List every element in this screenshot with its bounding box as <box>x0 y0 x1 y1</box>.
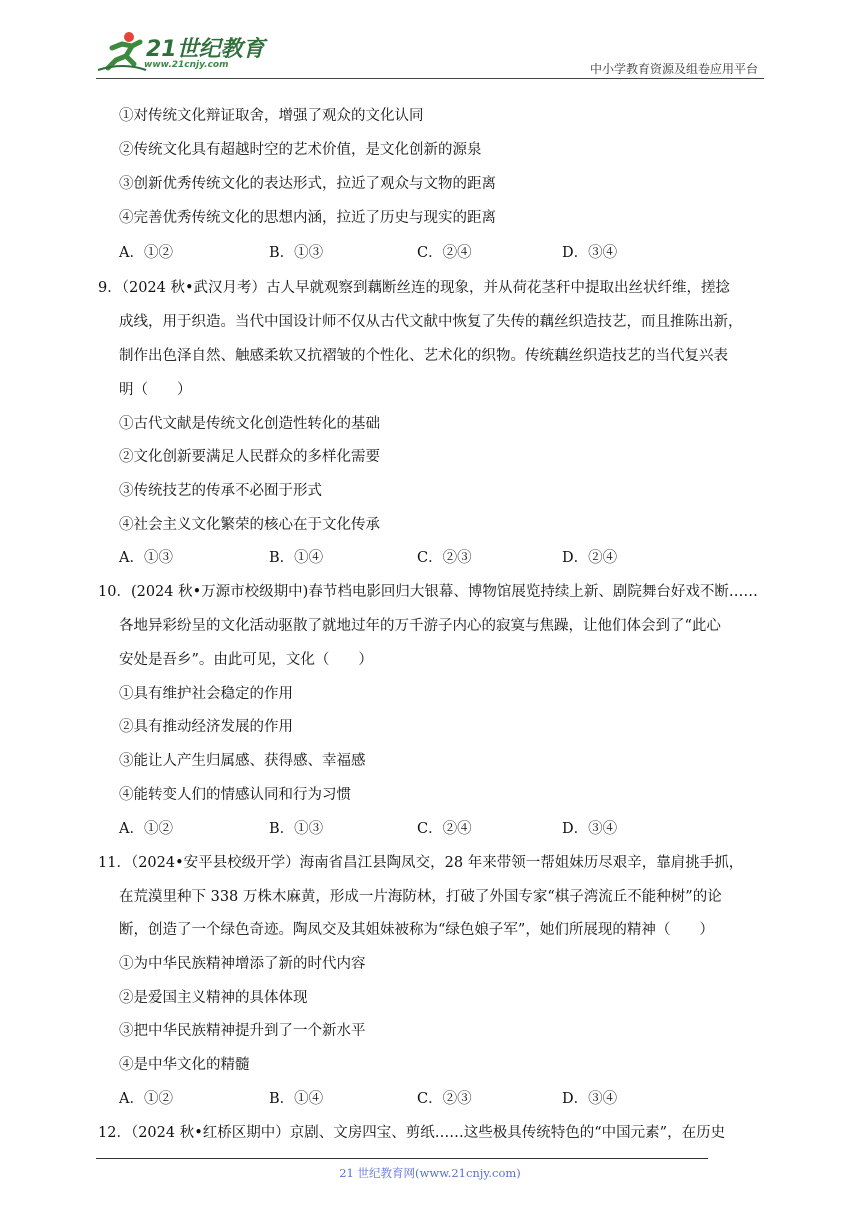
q8-option-b[interactable]: B．①③ <box>269 245 324 261</box>
q11-statement-2: ②是爱国主义精神的具体体现 <box>119 990 308 1006</box>
q11-option-b[interactable]: B．①④ <box>269 1091 324 1107</box>
q9-option-d[interactable]: D．②④ <box>562 550 618 566</box>
q10-option-a[interactable]: A．①② <box>119 821 173 837</box>
logo-text: 21世纪教育 <box>146 37 265 62</box>
q11-statement-1: ①为中华民族精神增添了新的时代内容 <box>119 956 366 972</box>
q11-statement-3: ③把中华民族精神提升到了一个新水平 <box>119 1023 366 1039</box>
q10-statement-2: ②具有推动经济发展的作用 <box>119 719 293 735</box>
q10-option-c[interactable]: C．②④ <box>417 821 472 837</box>
q11-option-d[interactable]: D．③④ <box>562 1091 618 1107</box>
q11-stem-line-2: 在荒漠里种下 338 万株木麻黄，形成一片海防林，打破了外国专家“棋子湾流丘不能种树”的论 <box>119 889 722 905</box>
site-logo[interactable] <box>96 30 266 76</box>
q9-stem-line-4: 明（ ） <box>119 382 192 398</box>
q10-stem-line-3: 安处是吾乡”。由此可见，文化（ ） <box>119 652 373 668</box>
header-divider <box>96 78 764 79</box>
q8-statement-3: ③创新优秀传统文化的表达形式，拉近了观众与文物的距离 <box>119 176 496 192</box>
q10-statement-3: ③能让人产生归属感、获得感、幸福感 <box>119 753 366 769</box>
q9-stem-line-2: 成线，用于织造。当代中国设计师不仅从古代文献中恢复了失传的藕丝织造技艺，而且推陈出新， <box>119 314 743 330</box>
q8-statement-2: ②传统文化具有超越时空的艺术价值，是文化创新的源泉 <box>119 142 482 158</box>
q8-statement-4: ④完善优秀传统文化的思想内涵，拉近了历史与现实的距离 <box>119 210 496 226</box>
q11-statement-4: ④是中华文化的精髓 <box>119 1057 250 1073</box>
footer-divider <box>96 1158 708 1159</box>
q9-option-a[interactable]: A．①③ <box>119 550 173 566</box>
q9-option-c[interactable]: C．②③ <box>417 550 472 566</box>
q10-option-d[interactable]: D．③④ <box>562 821 618 837</box>
q10-statement-4: ④能转变人们的情感认同和行为习惯 <box>119 787 351 803</box>
q9-statement-1: ①古代文献是传统文化创造性转化的基础 <box>119 416 380 432</box>
q8-option-a[interactable]: A．①② <box>119 245 173 261</box>
page-header <box>96 30 764 80</box>
q9-statement-2: ②文化创新要满足人民群众的多样化需要 <box>119 449 380 465</box>
q11-option-a[interactable]: A．①② <box>119 1091 173 1107</box>
q10-stem-line-1: 10．(2024 秋•万源市校级期中)春节档电影回归大银幕、博物馆展览持续上新、剧院舞台好戏不断…… <box>98 584 758 600</box>
footer-link[interactable]: 21 世纪教育网(www.21cnjy.com) <box>339 1166 521 1180</box>
q11-option-c[interactable]: C．②③ <box>417 1091 472 1107</box>
logo-url: www.21cnjy.com <box>144 60 229 70</box>
q9-statement-3: ③传统技艺的传承不必囿于形式 <box>119 483 322 499</box>
q10-statement-1: ①具有维护社会稳定的作用 <box>119 686 293 702</box>
q8-option-c[interactable]: C．②④ <box>417 245 472 261</box>
q11-stem-line-3: 断，创造了一个绿色奇迹。陶凤交及其姐妹被称为“绿色娘子军”，她们所展现的精神（ ） <box>119 922 714 938</box>
q10-option-b[interactable]: B．①③ <box>269 821 324 837</box>
q10-stem-line-2: 各地异彩纷呈的文化活动驱散了就地过年的万千游子内心的寂寞与焦躁，让他们体会到了“此心 <box>119 618 721 634</box>
q9-stem-line-3: 制作出色泽自然、触感柔软又抗褶皱的个性化、艺术化的织物。传统藕丝织造技艺的当代复兴表 <box>119 348 728 364</box>
q8-option-d[interactable]: D．③④ <box>562 245 618 261</box>
q12-stem-line-1: 12．（2024 秋•红桥区期中）京剧、文房四宝、剪纸……这些极具传统特色的“中国元素”，在历史 <box>98 1125 726 1141</box>
q8-statement-1: ①对传统文化辩证取舍，增强了观众的文化认同 <box>119 108 424 124</box>
platform-title: 中小学教育资源及组卷应用平台 <box>589 62 758 76</box>
runner-icon <box>96 30 148 74</box>
q9-stem-line-1: 9．（2024 秋•武汉月考）古人早就观察到藕断丝连的现象，并从荷花茎秆中提取出丝状纤维，搓捻 <box>98 280 731 296</box>
q9-statement-4: ④社会主义文化繁荣的核心在于文化传承 <box>119 517 380 533</box>
q9-option-b[interactable]: B．①④ <box>269 550 324 566</box>
q11-stem-line-1: 11．（2024•安平县校级开学）海南省昌江县陶凤交，28 年来带领一帮姐妹历尽艰辛，靠肩挑手抓， <box>98 855 744 871</box>
